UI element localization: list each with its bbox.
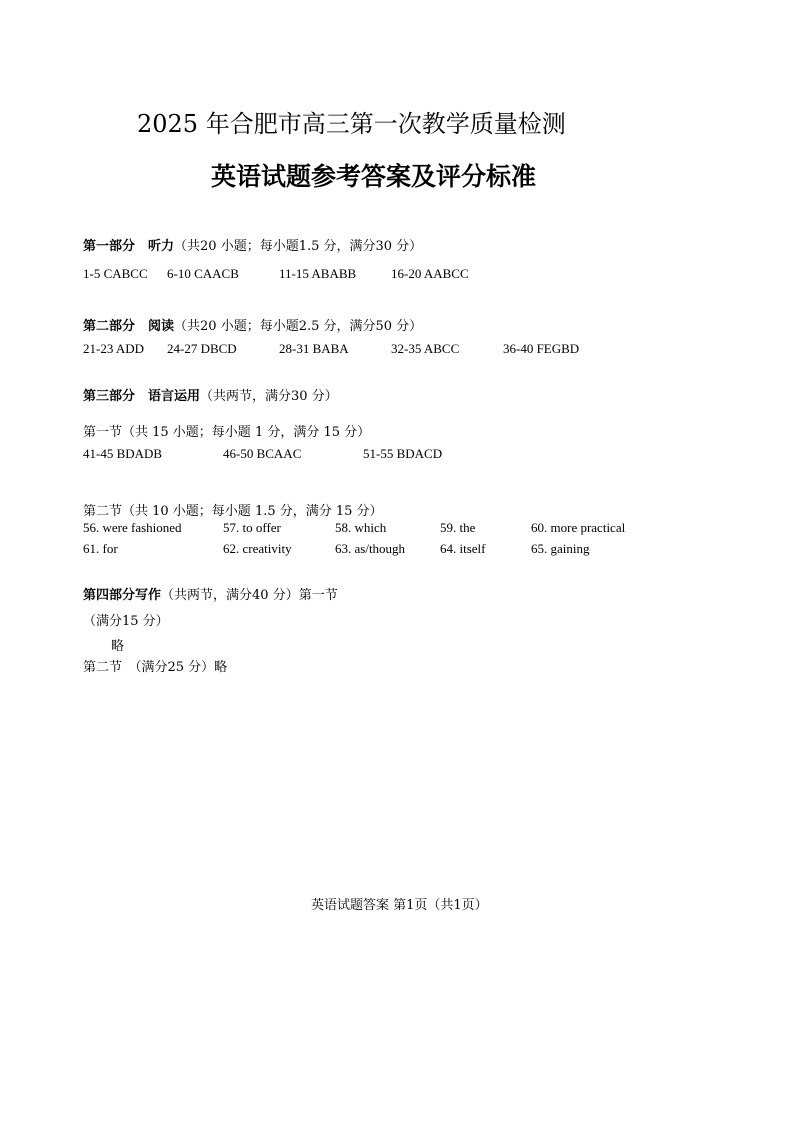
part1-answer-3: 11-15 ABABB [279, 266, 357, 281]
part1-name: 第一部分 听力 [83, 239, 175, 254]
part3-section1-answer-1: 41-45 BDADB [83, 446, 163, 461]
part4-heading [83, 584, 338, 603]
part3-section1-heading: 第一节（共 15 小题；每小题 1 分，满分 15 分） [83, 425, 371, 440]
part3-name: 第三部分 语言运用 [83, 389, 201, 404]
part2-answer-3: 28-31 BABA [279, 341, 349, 356]
part2-desc: （共20 小题；每小题2.5 分，满分50 分） [174, 319, 423, 334]
part1-answer-4: 16-20 AABCC [391, 266, 469, 281]
part3-desc: （共两节，满分30 分） [200, 389, 338, 404]
part4-line2: （满分15 分） [83, 614, 169, 629]
part1-heading [83, 235, 422, 254]
part3-section2-answer-56: 56. were fashioned [83, 520, 182, 535]
part4-name: 第四部分写作 [83, 588, 162, 603]
part3-section2-answer-60: 60. more practical [531, 520, 626, 535]
part3-section2-answer-57: 57. to offer [223, 520, 281, 535]
part2-name: 第二部分 阅读 [83, 319, 175, 334]
part4-desc: （共两节，满分40 分）第一节 [161, 588, 338, 603]
part3-section2-answer-64: 64. itself [440, 541, 486, 556]
part1-answer-2: 6-10 CAACB [167, 266, 239, 281]
part3-section1-answer-3: 51-55 BDACD [363, 446, 443, 461]
part2-answer-2: 24-27 DBCD [167, 341, 237, 356]
part3-section2-answer-59: 59. the [440, 520, 476, 535]
part3-section2-answer-58: 58. which [335, 520, 387, 535]
part3-section1-answer-2: 46-50 BCAAC [223, 446, 302, 461]
document-subtitle: 英语试题参考答案及评分标准 [211, 162, 537, 191]
part3-section2-answer-61: 61. for [83, 541, 118, 556]
part4-line4: 第二节 （满分25 分）略 [83, 660, 228, 675]
part2-answer-5: 36-40 FEGBD [503, 341, 580, 356]
part1-answer-1: 1-5 CABCC [83, 266, 148, 281]
part3-heading [83, 385, 338, 404]
part2-answer-1: 21-23 ADD [83, 341, 145, 356]
part2-answer-4: 32-35 ABCC [391, 341, 460, 356]
document-title: 2025 年合肥市高三第一次教学质量检测 [137, 110, 566, 138]
part1-desc: （共20 小题；每小题1.5 分，满分30 分） [174, 239, 423, 254]
part4-line3: 略 [111, 639, 125, 654]
part3-section2-answer-62: 62. creativity [223, 541, 292, 556]
part3-section2-heading: 第二节（共 10 小题；每小题 1.5 分，满分 15 分） [83, 504, 383, 519]
part3-section2-answer-65: 65. gaining [531, 541, 590, 556]
part2-heading [83, 315, 422, 334]
part3-section2-answer-63: 63. as/though [335, 541, 406, 556]
page-footer: 英语试题答案 第1页（共1页） [311, 898, 488, 913]
